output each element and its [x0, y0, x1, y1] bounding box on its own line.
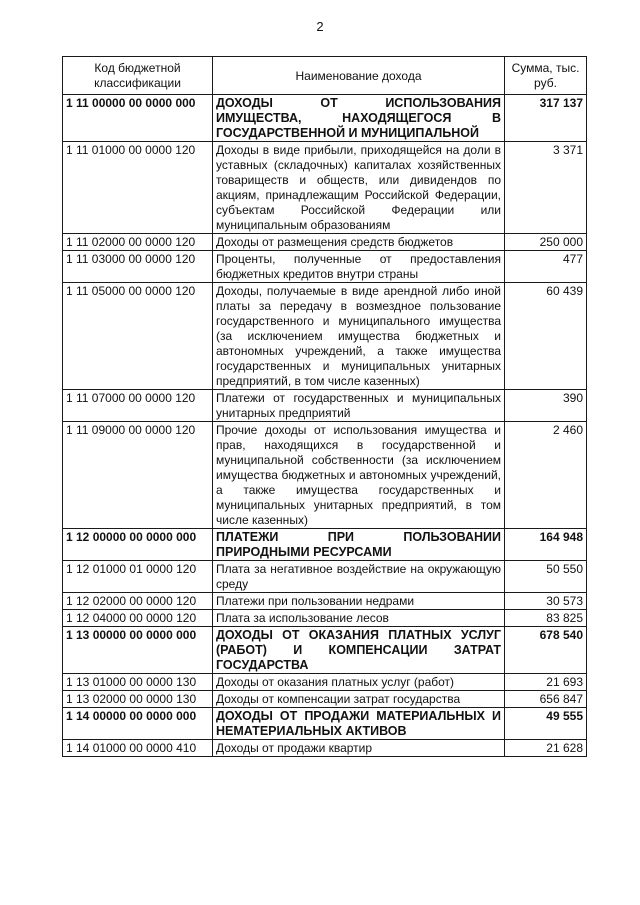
- table-row: [63, 251, 587, 283]
- row-name: ПЛАТЕЖИ ПРИ ПОЛЬЗОВАНИИ ПРИРОДНЫМИ РЕСУРСАМИ: [213, 529, 505, 561]
- row-name: ДОХОДЫ ОТ ИСПОЛЬЗОВАНИЯ ИМУЩЕСТВА, НАХОДЯЩЕГОСЯ В ГОСУДАРСТВЕННОЙ И МУНИЦИПАЛЬНОЙ: [213, 95, 505, 142]
- row-name: Платежи при пользовании недрами: [213, 593, 505, 610]
- row-name: Платежи от государственных и муниципальных унитарных предприятий: [213, 390, 505, 422]
- row-sum: 30 573: [505, 593, 587, 610]
- row-code: 1 12 00000 00 0000 000: [63, 529, 213, 561]
- row-code: 1 11 03000 00 0000 120: [63, 251, 213, 283]
- row-sum: 2 460: [505, 422, 587, 529]
- table-row: [63, 740, 587, 757]
- row-name: Прочие доходы от использования имущества и прав, находящихся в государственной и муниципальной собственности (за исключением имущества бюджетных и автономных учреждений, а также имущества государственных и муниципальных унитарных предприятий, в том числе казенных): [213, 422, 505, 529]
- row-sum: 49 555: [505, 708, 587, 740]
- row-code: 1 12 01000 01 0000 120: [63, 561, 213, 593]
- row-name: Доходы от оказания платных услуг (работ): [213, 674, 505, 691]
- row-sum: 83 825: [505, 610, 587, 627]
- row-code: 1 13 00000 00 0000 000: [63, 627, 213, 674]
- row-sum: 21 693: [505, 674, 587, 691]
- header-sum: Сумма, тыс. руб.: [505, 57, 587, 95]
- row-code: 1 12 02000 00 0000 120: [63, 593, 213, 610]
- row-code: 1 12 04000 00 0000 120: [63, 610, 213, 627]
- row-name: Доходы от продажи квартир: [213, 740, 505, 757]
- row-sum: 656 847: [505, 691, 587, 708]
- table-row: [63, 95, 587, 142]
- row-sum: 3 371: [505, 142, 587, 234]
- row-name: Доходы в виде прибыли, приходящейся на доли в уставных (складочных) капиталах хозяйственных товариществ и обществ, или дивидендов по акциям, принадлежащим Российской Федерации, субъектам Российской Федерации или муниципальным образованиям: [213, 142, 505, 234]
- row-name: ДОХОДЫ ОТ ПРОДАЖИ МАТЕРИАЛЬНЫХ И НЕМАТЕРИАЛЬНЫХ АКТИВОВ: [213, 708, 505, 740]
- header-name: Наименование дохода: [213, 57, 505, 95]
- row-code: 1 13 02000 00 0000 130: [63, 691, 213, 708]
- row-sum: 477: [505, 251, 587, 283]
- row-code: 1 11 09000 00 0000 120: [63, 422, 213, 529]
- table-row: [63, 529, 587, 561]
- table-row: [63, 610, 587, 627]
- row-code: 1 14 01000 00 0000 410: [63, 740, 213, 757]
- row-sum: 317 137: [505, 95, 587, 142]
- row-code: 1 13 01000 00 0000 130: [63, 674, 213, 691]
- row-code: 1 11 02000 00 0000 120: [63, 234, 213, 251]
- table-row: [63, 561, 587, 593]
- row-code: 1 11 01000 00 0000 120: [63, 142, 213, 234]
- table-row: [63, 283, 587, 390]
- row-code: 1 11 07000 00 0000 120: [63, 390, 213, 422]
- row-sum: 60 439: [505, 283, 587, 390]
- table-row: [63, 627, 587, 674]
- row-name: ДОХОДЫ ОТ ОКАЗАНИЯ ПЛАТНЫХ УСЛУГ (РАБОТ) И КОМПЕНСАЦИИ ЗАТРАТ ГОСУДАРСТВА: [213, 627, 505, 674]
- table-row: [63, 390, 587, 422]
- row-code: 1 11 00000 00 0000 000: [63, 95, 213, 142]
- table-header-row: [63, 57, 587, 95]
- page-number: 2: [316, 19, 324, 34]
- revenue-table: [62, 56, 587, 757]
- row-name: Проценты, полученные от предоставления бюджетных кредитов внутри страны: [213, 251, 505, 283]
- row-sum: 164 948: [505, 529, 587, 561]
- row-name: Доходы, получаемые в виде арендной либо иной платы за передачу в возмездное пользование государственного и муниципального имущества (за исключением имущества бюджетных и автономных учреждений, а также имущества государственных и муниципальных унитарных предприятий, в том числе казенных): [213, 283, 505, 390]
- row-sum: 250 000: [505, 234, 587, 251]
- table-body: [63, 95, 587, 757]
- row-code: 1 11 05000 00 0000 120: [63, 283, 213, 390]
- table-row: [63, 422, 587, 529]
- row-sum: 21 628: [505, 740, 587, 757]
- header-code: Код бюджетной классификации: [63, 57, 213, 95]
- table-row: [63, 234, 587, 251]
- row-name: Плата за использование лесов: [213, 610, 505, 627]
- row-sum: 390: [505, 390, 587, 422]
- table-row: [63, 708, 587, 740]
- row-code: 1 14 00000 00 0000 000: [63, 708, 213, 740]
- row-sum: 50 550: [505, 561, 587, 593]
- table-row: [63, 674, 587, 691]
- table-row: [63, 593, 587, 610]
- row-name: Доходы от компенсации затрат государства: [213, 691, 505, 708]
- row-name: Доходы от размещения средств бюджетов: [213, 234, 505, 251]
- row-name: Плата за негативное воздействие на окружающую среду: [213, 561, 505, 593]
- table-row: [63, 142, 587, 234]
- row-sum: 678 540: [505, 627, 587, 674]
- table-row: [63, 691, 587, 708]
